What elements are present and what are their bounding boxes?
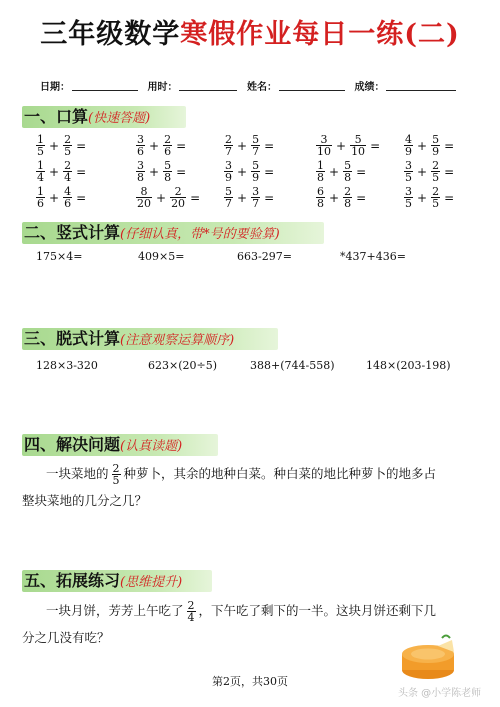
frac-num: 1 [37,133,44,146]
time-blank[interactable] [179,89,237,91]
vertical-expr: *437+436= [340,250,406,263]
section-vertical-header [22,220,280,244]
frac-num: 2 [344,185,352,198]
oral-expression [224,186,278,209]
problem5-fraction [187,600,196,623]
frac-den: 4 [37,171,44,184]
plus-sign: + [237,138,248,153]
name-blank[interactable] [279,89,345,91]
stepwise-expr: 623×(20÷5) [148,359,218,372]
frac-den: 6 [164,145,172,158]
stepwise-expr: 148×(203-198) [366,359,451,372]
fraction [404,186,413,209]
fraction [136,186,152,209]
fraction [63,160,72,183]
section-name: 一、口算 [24,107,89,126]
frac-num: 3 [316,134,332,146]
fraction [350,134,366,157]
frac-num: 2 [432,159,440,172]
oral-expression [136,160,190,183]
problem4-text: 一块菜地的 [46,466,109,481]
fraction [431,134,440,157]
equals-sign: = [444,164,455,179]
fraction [170,186,186,209]
frac-den: 8 [317,197,324,210]
frac-den: 8 [317,171,324,184]
plus-sign: + [237,164,248,179]
plus-sign: + [156,190,167,205]
equals-sign: = [176,138,187,153]
section-name: 二、竖式计算 [24,223,121,242]
frac-num: 3 [137,133,144,146]
frac-num: 3 [137,159,144,172]
fraction [136,160,145,183]
frac-den: 6 [37,197,44,210]
frac-num: 4 [405,133,412,146]
name-label: 姓名： [246,82,277,93]
frac-num: 1 [317,159,324,172]
oral-expression [404,134,458,157]
problem4-line1 [46,461,436,487]
frac-den: 8 [137,171,144,184]
equals-sign: = [176,164,187,179]
problem5-line1 [46,598,436,624]
fraction [36,160,45,183]
frac-den: 5 [405,171,412,184]
plus-sign: + [417,190,428,205]
fraction [36,186,45,209]
frac-den: 10 [317,145,331,158]
plus-sign: + [49,138,60,153]
plus-sign: + [329,190,340,205]
frac-den: 6 [137,145,144,158]
vertical-expr: 663-297= [237,250,292,263]
fraction [63,134,72,157]
frac-num: 2 [64,133,72,146]
equals-sign: = [76,190,87,205]
frac-den: 9 [405,145,412,158]
frac-num: 2 [112,462,120,475]
frac-den: 10 [351,145,366,158]
frac-num: 4 [64,185,72,198]
frac-den: 6 [64,197,72,210]
frac-den: 5 [37,145,44,158]
frac-num: 1 [37,185,44,198]
frac-num: 3 [252,185,260,198]
fraction [163,160,172,183]
frac-den: 7 [225,197,232,210]
frac-den: 9 [225,171,232,184]
fraction [224,134,233,157]
date-blank[interactable] [72,89,138,91]
plus-sign: + [49,190,60,205]
plus-sign: + [237,190,248,205]
frac-num: 5 [164,159,172,172]
frac-den: 7 [252,197,260,210]
equals-sign: = [356,190,367,205]
frac-num: 2 [164,133,172,146]
fraction [316,160,325,183]
frac-den: 8 [344,197,352,210]
section-note: (仔细认真，带*号的要验算) [120,227,280,242]
frac-den: 5 [432,171,440,184]
equals-sign: = [264,138,275,153]
page-title [0,12,500,51]
vertical-expr: 175×4= [36,250,83,263]
frac-num: 6 [317,185,324,198]
watermark: 头条 @小学陈老师 [398,688,482,699]
equals-sign: = [356,164,367,179]
fraction [431,160,440,183]
date-label: 日期： [40,82,70,93]
stepwise-expr: 388+(744-558) [250,359,335,372]
section-problem-header [22,432,182,456]
frac-den: 9 [432,145,440,158]
oral-expression [316,134,384,157]
fraction [251,134,260,157]
frac-num: 2 [225,133,232,146]
frac-den: 20 [171,197,186,210]
frac-num: 5 [350,134,366,146]
equals-sign: = [264,164,275,179]
problem5-text: 一块月饼，芳芳上午吃了 [46,603,184,618]
fraction [251,160,260,183]
section-name: 五、拓展练习 [24,571,121,590]
score-label: 成绩： [354,82,385,93]
frac-num: 5 [252,133,260,146]
frac-num: 8 [136,186,152,198]
plus-sign: + [417,138,428,153]
fraction [224,160,233,183]
plus-sign: + [149,138,160,153]
section-note: (注意观察运算顺序) [120,333,235,348]
oral-expression [136,186,204,209]
page-footer: 第2页，共30页 [212,675,288,688]
plus-sign: + [417,164,428,179]
frac-num: 5 [432,133,440,146]
equals-sign: = [444,190,455,205]
frac-num: 5 [225,185,232,198]
frac-num: 3 [405,185,412,198]
frac-den: 8 [344,171,352,184]
plus-sign: + [149,164,160,179]
oral-expression [224,160,278,183]
plus-sign: + [336,138,347,153]
fraction [136,134,145,157]
fraction [63,186,72,209]
frac-num: 5 [344,159,352,172]
oral-expression [36,160,90,183]
fraction [404,134,413,157]
frac-num: 5 [252,159,260,172]
fraction [316,186,325,209]
frac-num: 1 [37,159,44,172]
fraction [163,134,172,157]
oral-expression [136,134,190,157]
frac-num: 2 [432,185,440,198]
frac-den: 7 [225,145,232,158]
frac-den: 5 [432,197,440,210]
oral-expression [316,160,370,183]
section-note: (快速答题) [88,111,151,126]
frac-num: 2 [64,159,72,172]
problem4-text: 种萝卜，其余的地种白菜。种白菜的地比种萝卜的地多占 [123,466,437,481]
section-note: (思维提升) [120,575,183,590]
time-label: 用时： [147,82,178,93]
problem5-line2: 分之几没有吃？ [22,630,110,645]
frac-den: 5 [64,145,72,158]
section-name: 四、解决问题 [24,435,121,454]
fraction [343,160,352,183]
fraction [224,186,233,209]
section-extend-header [22,568,182,592]
fraction [404,160,413,183]
fraction [431,186,440,209]
vertical-expr: 409×5= [138,250,185,263]
score-blank[interactable] [386,89,456,91]
frac-den: 7 [252,145,260,158]
title-part1: 三年级数学 [40,19,181,50]
plus-sign: + [49,164,60,179]
fraction [343,186,352,209]
fraction [36,134,45,157]
oral-expression [36,134,90,157]
equals-sign: = [264,190,275,205]
fraction [316,134,332,157]
frac-num: 3 [405,159,412,172]
frac-num: 3 [225,159,232,172]
problem4-fraction [112,463,121,486]
frac-den: 4 [187,611,195,624]
frac-den: 5 [405,197,412,210]
oral-expression [404,160,458,183]
equals-sign: = [370,138,381,153]
equals-sign: = [190,190,201,205]
info-line [40,78,480,93]
oral-expression [404,186,458,209]
oral-expression [224,134,278,157]
frac-den: 4 [64,171,72,184]
oral-expression [36,186,90,209]
equals-sign: = [76,138,87,153]
frac-num: 2 [170,186,186,198]
title-part2: 寒假作业每日一练(二) [180,19,460,50]
equals-sign: = [444,138,455,153]
frac-num: 2 [187,599,195,612]
frac-den: 9 [252,171,260,184]
problem5-text: ，下午吃了剩下的一半。这块月饼还剩下几 [198,603,437,618]
section-stepwise-header [22,326,234,350]
fraction [251,186,260,209]
frac-den: 8 [164,171,172,184]
problem4-line2: 整块菜地的几分之几？ [22,493,148,508]
stepwise-expr: 128×3-320 [36,359,98,372]
frac-den: 5 [112,474,120,487]
frac-den: 20 [137,197,151,210]
section-name: 三、脱式计算 [24,329,121,348]
oral-expression [316,186,370,209]
section-oral-header [22,104,150,128]
section-note: (认真读题) [120,439,183,454]
equals-sign: = [76,164,87,179]
plus-sign: + [329,164,340,179]
